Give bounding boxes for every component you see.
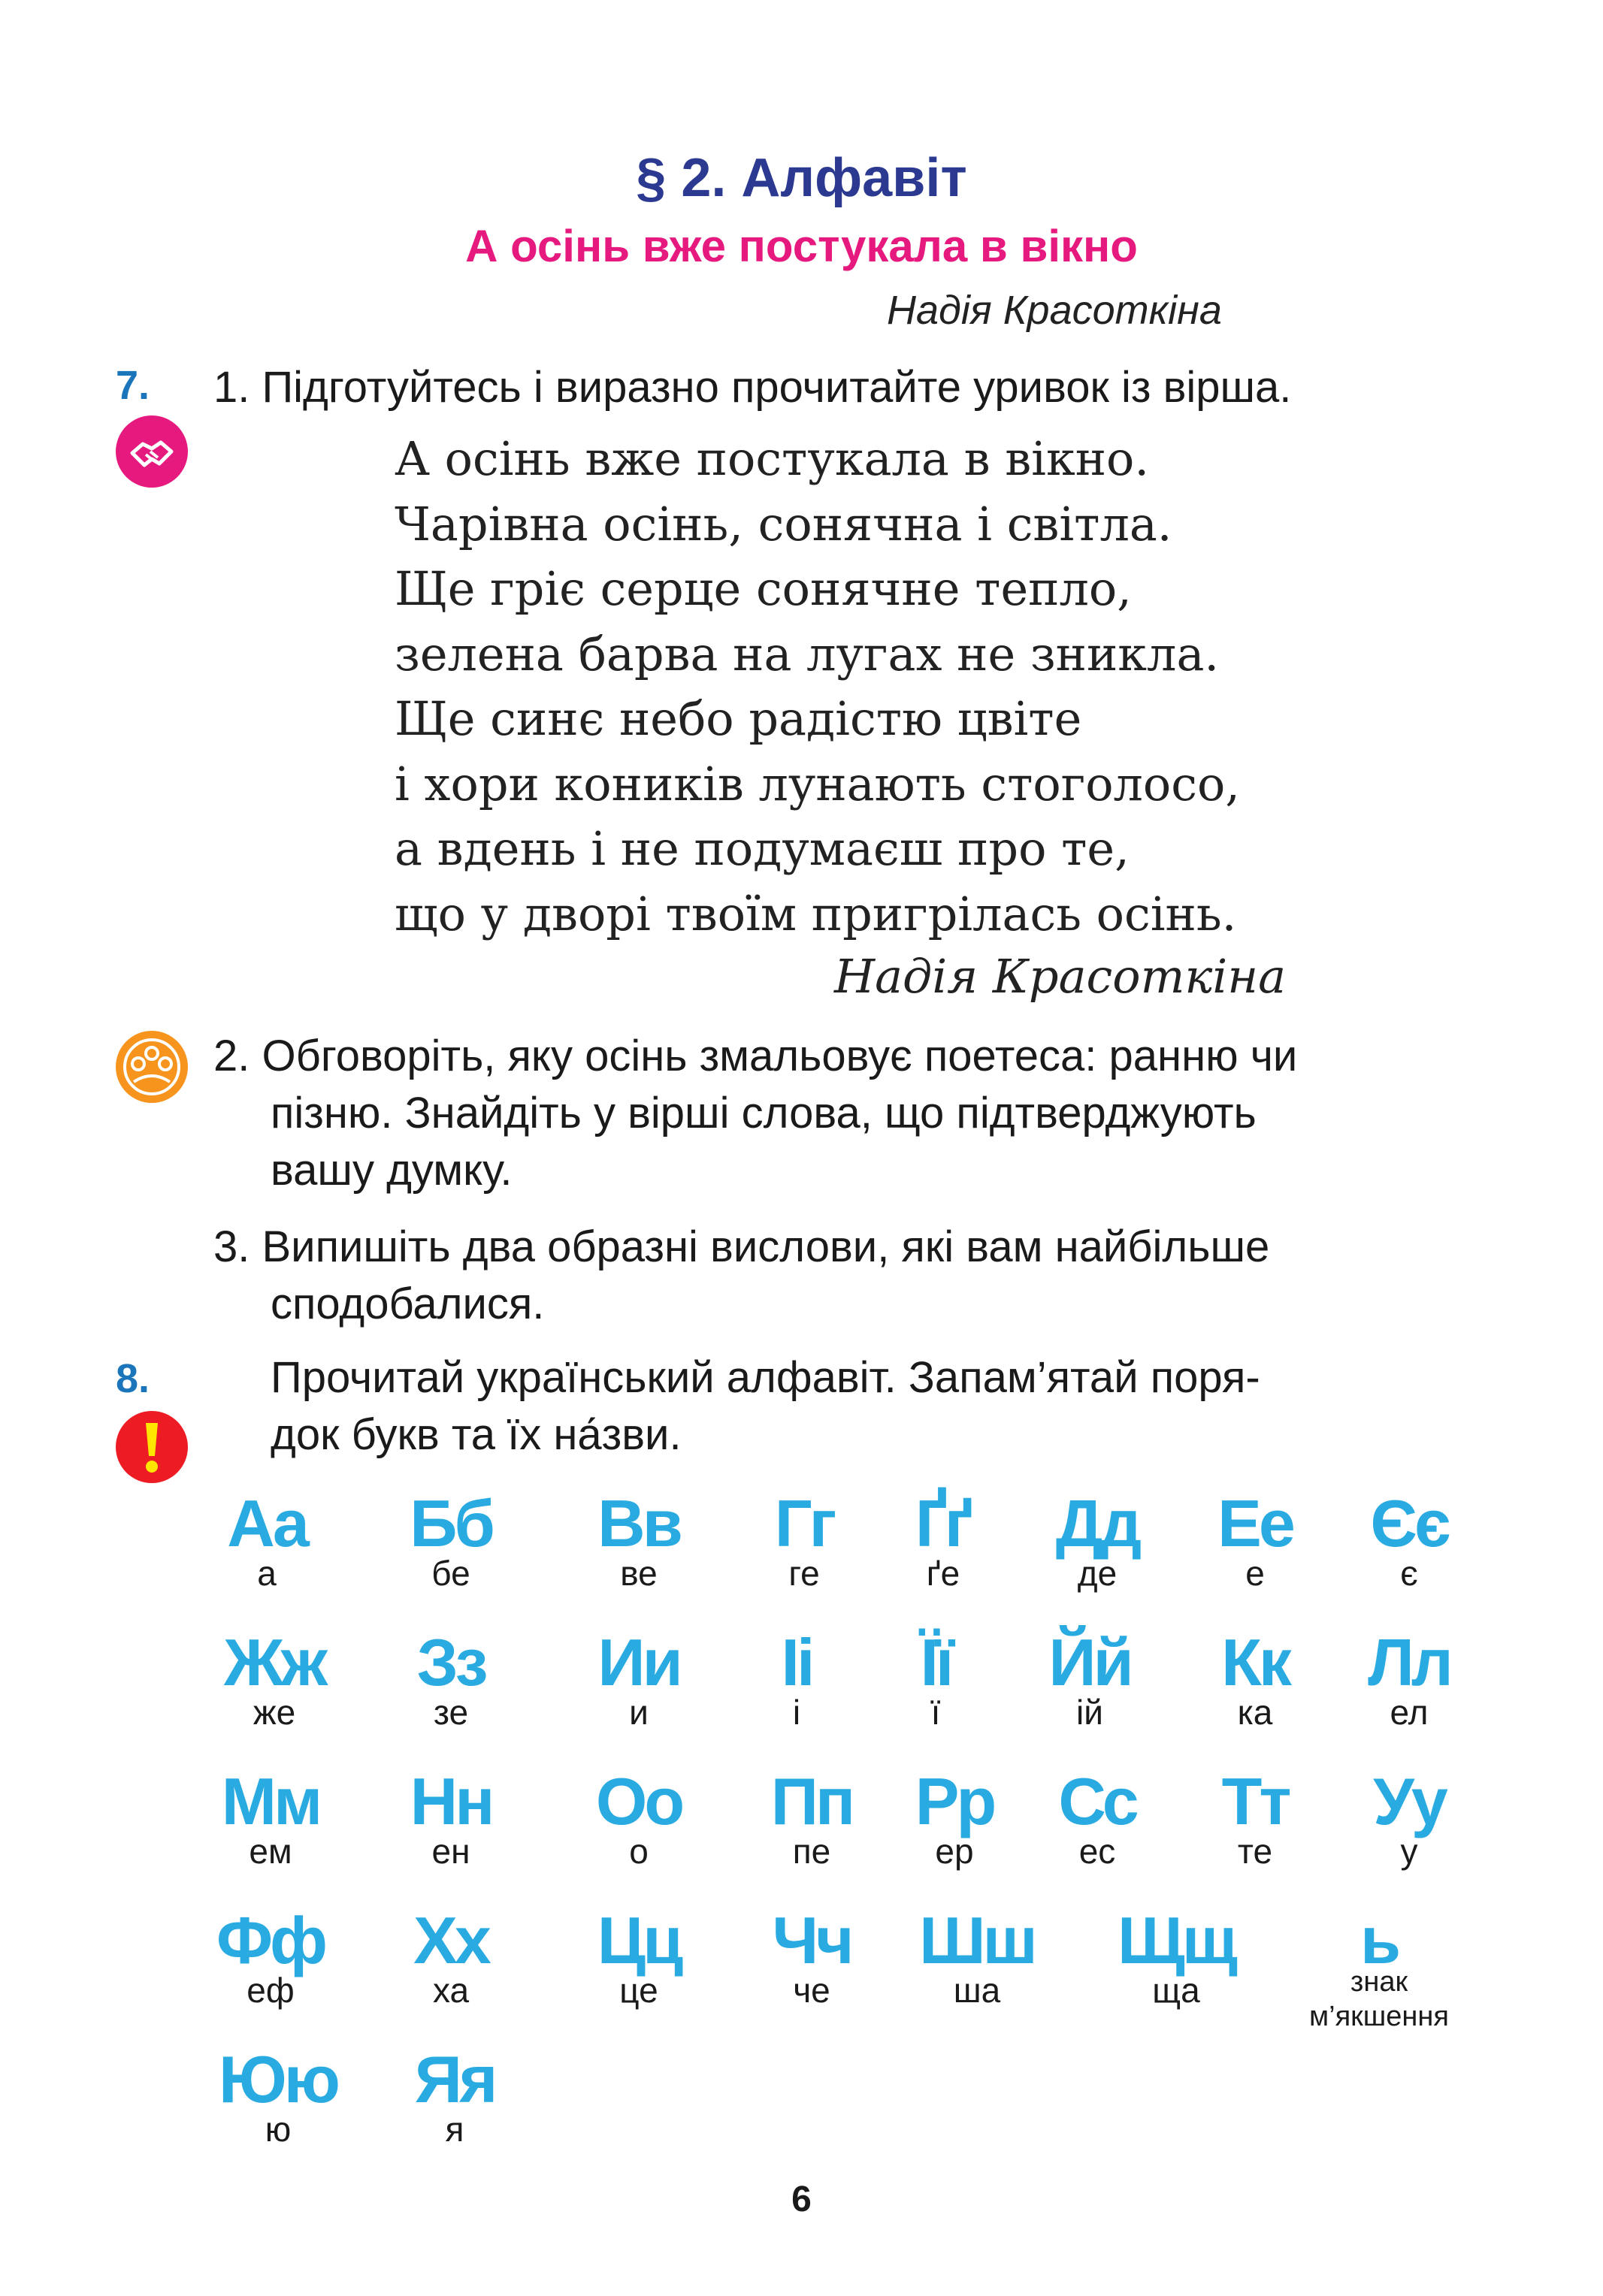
alphabet-letter-name: же <box>253 1693 296 1732</box>
page-number: 6 <box>791 2180 812 2219</box>
poem-line: зелена барва на лугах не зникла. <box>395 626 1220 681</box>
alphabet-letter-name: и <box>629 1693 649 1732</box>
alphabet-letter: Дд <box>1055 1486 1139 1560</box>
poem-line: Ще синє небо радістю цвіте <box>395 691 1082 746</box>
exercise-7-task-2: 2. Обговоріть, яку осінь змальовує поетеса: ранню чи пізню. Знайдіть у вірші слова, що підтверджують вашу думку. <box>213 1032 1298 1195</box>
alphabet-letter: Зз <box>416 1625 485 1699</box>
alphabet-letter: Ее <box>1217 1486 1293 1560</box>
alphabet-letter: ь <box>1360 1903 1399 1977</box>
alphabet-letter: Аа <box>227 1486 307 1560</box>
alphabet-letter-name: знак м’якшення <box>1309 1966 1449 2032</box>
alphabet-letter: Бб <box>410 1486 492 1560</box>
poem-author: Надія Красоткіна <box>834 949 1287 1004</box>
alphabet-letter-name: а <box>257 1554 277 1593</box>
alphabet-letter-name: еф <box>246 1971 295 2010</box>
alphabet-letter-name: у <box>1400 1832 1418 1871</box>
alphabet-letter-name: ха <box>432 1971 470 2010</box>
alphabet-letter: Лл <box>1368 1625 1450 1699</box>
alphabet-letter-name: де <box>1077 1554 1118 1593</box>
alphabet-letter-name: ве <box>620 1554 658 1593</box>
alphabet-letter-name: ер <box>935 1832 974 1871</box>
alphabet-letter: Йй <box>1048 1625 1131 1699</box>
alphabet-letter-name: ша <box>953 1971 1001 2010</box>
exercise-7-task-1: 1. Підготуйтесь і виразно прочитайте уривок із вірша. <box>213 363 1292 412</box>
alphabet-letter: Мм <box>221 1764 320 1838</box>
section-title: § 2. Алфавіт <box>636 148 967 208</box>
title-author: Надія Красоткіна <box>887 288 1222 333</box>
alphabet-letter-name: ґе <box>926 1554 960 1593</box>
alphabet-letter: Іі <box>781 1625 812 1699</box>
alphabet-letter-name: че <box>793 1971 830 2010</box>
alphabet-letter: Чч <box>772 1903 851 1977</box>
alphabet-letter: Цц <box>597 1903 681 1977</box>
alphabet-letter-name: пе <box>792 1832 831 1871</box>
alphabet-letter-name: ій <box>1076 1693 1103 1732</box>
alphabet-letter: Оо <box>595 1764 682 1838</box>
alphabet-letter: Щщ <box>1118 1903 1235 1977</box>
alphabet-letter-name: ща <box>1152 1971 1200 2010</box>
poem-line: А осінь вже постукала в вікно. <box>395 431 1150 486</box>
poem-title: А осінь вже постукала в вікно <box>465 221 1138 271</box>
alphabet-letter-name: ен <box>431 1832 470 1871</box>
alphabet-letter-name: і <box>792 1693 801 1732</box>
alphabet-letter: Яя <box>414 2042 495 2116</box>
alphabet-letter: Жж <box>224 1625 325 1699</box>
alphabet-letter-name: бе <box>431 1554 470 1593</box>
alphabet-letter-name: е <box>1245 1554 1265 1593</box>
alphabet-letter: Рр <box>915 1764 994 1838</box>
alphabet-letter: Ии <box>597 1625 680 1699</box>
exercise-8-task: Прочитай український алфавіт. Запам’ятай поря- док букв та їх на́зви. <box>271 1353 1260 1459</box>
alphabet-letter: Її <box>920 1625 951 1699</box>
alphabet-letter: Юю <box>219 2042 337 2116</box>
alphabet-letter-name: о <box>629 1832 649 1871</box>
alphabet-letter: Сс <box>1058 1764 1136 1838</box>
alphabet-letter: Ґґ <box>915 1486 972 1560</box>
alphabet-letter: Кк <box>1221 1625 1289 1699</box>
exercise-8-number: 8. <box>116 1356 150 1401</box>
alphabet-letter-name: ге <box>788 1554 820 1593</box>
alphabet-letter: Гг <box>774 1486 834 1560</box>
alphabet-letter-name: ел <box>1390 1693 1429 1732</box>
alphabet-letter-name: ю <box>265 2110 292 2149</box>
poem-line: що у дворі твоїм пригрілась осінь. <box>395 886 1237 941</box>
alphabet-letter-name: те <box>1237 1832 1273 1871</box>
alphabet-letter: Фф <box>216 1903 325 1977</box>
alphabet-letter-name: ем <box>249 1832 292 1871</box>
alphabet-letter-name: ї <box>930 1693 941 1732</box>
alphabet-letter-name: це <box>619 1971 658 2010</box>
alphabet-letter: Вв <box>597 1486 680 1560</box>
exercise-7-number: 7. <box>116 363 150 408</box>
alphabet-letter-name: я <box>445 2110 464 2149</box>
alphabet-letter-name: зе <box>433 1693 469 1732</box>
alphabet-letter: Шш <box>919 1903 1035 1977</box>
exercise-7-task-3: 3. Випишіть два образні вислови, які вам найбільше сподобалися. <box>213 1222 1270 1328</box>
poem-line: Ще гріє серце сонячне тепло, <box>395 561 1132 616</box>
alphabet-letter: Пп <box>770 1764 853 1838</box>
alphabet-letter: Єє <box>1370 1486 1448 1560</box>
poem-line: Чарівна осінь, сонячна і світла. <box>395 496 1172 551</box>
alphabet-letter: Тт <box>1221 1764 1289 1838</box>
alphabet-letter-name: ка <box>1237 1693 1273 1732</box>
alphabet-letter: Уу <box>1373 1764 1445 1838</box>
alphabet-letter-name: ес <box>1078 1832 1116 1871</box>
poem-line: а вдень і не подумаєш про те, <box>395 821 1130 876</box>
alphabet-letter-name: є <box>1400 1554 1418 1593</box>
alphabet-letter: Хх <box>413 1903 488 1977</box>
poem-line: і хори коників лунають стоголосо, <box>395 756 1240 811</box>
alphabet-letter: Нн <box>410 1764 492 1838</box>
